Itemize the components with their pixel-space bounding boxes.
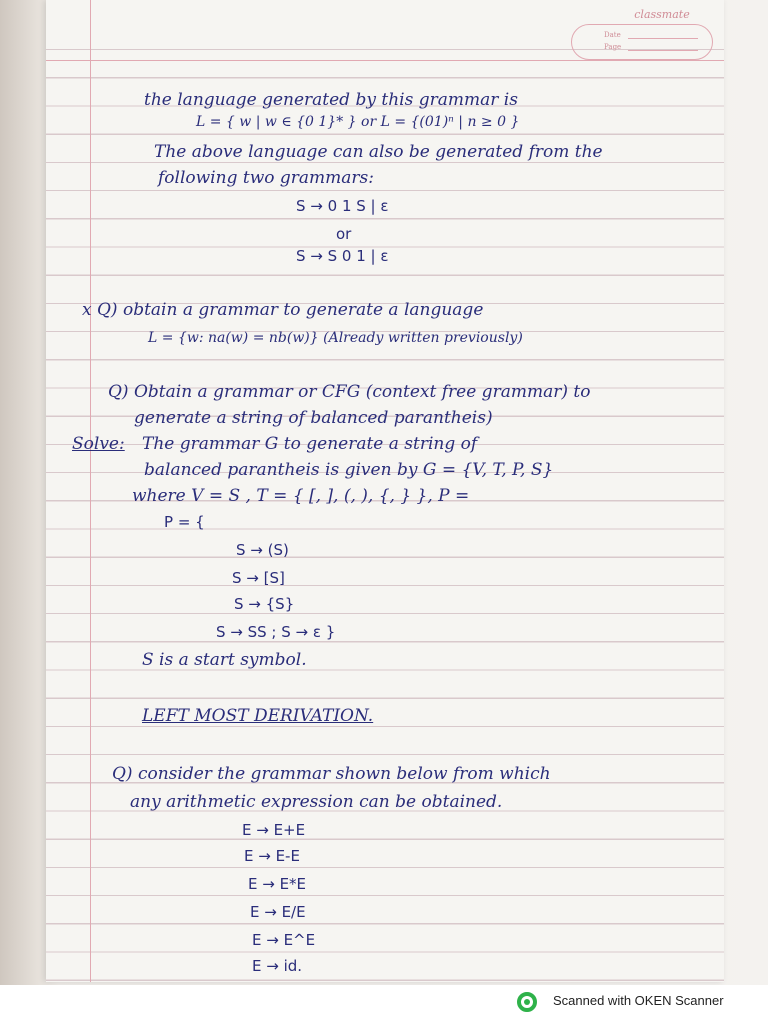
text-line: generate a string of balanced parantheis) bbox=[134, 408, 493, 428]
text-line: S is a start symbol. bbox=[142, 650, 307, 670]
text-line: L = { w | w ∈ {0 1}* } or L = {(01)ⁿ | n ≥ 0 } bbox=[196, 114, 520, 130]
text-line: LEFT MOST DERIVATION. bbox=[142, 706, 374, 726]
text-line: P = { bbox=[164, 513, 205, 531]
text-line: S → {S} bbox=[234, 595, 295, 613]
date-rule bbox=[628, 38, 698, 39]
scanner-text: Scanned with OKEN Scanner bbox=[553, 993, 724, 1008]
text-line: L = {w: na(w) = nb(w)} (Already written previously) bbox=[148, 330, 523, 346]
text-line: E → E*E bbox=[248, 875, 307, 893]
text-line: S → S 0 1 | ε bbox=[296, 247, 389, 265]
text-line: where V = S , T = { [, ], (, ), {, } }, P = bbox=[132, 486, 470, 506]
text-line: Solve: bbox=[72, 434, 125, 454]
text-line: S → 0 1 S | ε bbox=[296, 197, 389, 215]
text-line: E → id. bbox=[252, 957, 303, 975]
text-line: E → E-E bbox=[244, 847, 300, 865]
text-line: S → [S] bbox=[232, 569, 285, 587]
text-line: E → E/E bbox=[250, 903, 306, 921]
text-line: balanced parantheis is given by G = {V, T, P, S} bbox=[144, 460, 554, 480]
notebook-brand: classmate bbox=[634, 8, 690, 21]
date-label: Date bbox=[604, 31, 621, 39]
page-rule bbox=[628, 50, 698, 51]
date-page-box bbox=[571, 24, 713, 60]
text-line: S → (S) bbox=[236, 541, 289, 559]
text-line: any arithmetic expression can be obtained. bbox=[130, 792, 503, 812]
page-label: Page bbox=[604, 43, 622, 51]
text-line: S → SS ; S → ε } bbox=[216, 623, 336, 641]
margin-line bbox=[90, 0, 91, 982]
header-line bbox=[46, 60, 724, 61]
text-line: following two grammars: bbox=[158, 168, 374, 188]
scanner-footer bbox=[0, 985, 768, 1024]
oken-scanner-logo-icon bbox=[517, 992, 537, 1012]
text-line: Q) consider the grammar shown below from which bbox=[112, 764, 551, 784]
text-line: or bbox=[336, 225, 352, 243]
text-line: Q) Obtain a grammar or CFG (context free grammar) to bbox=[108, 382, 591, 402]
text-line: E → E^E bbox=[252, 931, 316, 949]
text-line: The above language can also be generated from the bbox=[154, 142, 603, 162]
text-line: The grammar G to generate a string of bbox=[142, 434, 478, 454]
text-line: x Q) obtain a grammar to generate a language bbox=[82, 300, 484, 320]
text-line: E → E+E bbox=[242, 821, 306, 839]
text-line: the language generated by this grammar is bbox=[144, 90, 518, 110]
notebook-page bbox=[46, 0, 724, 982]
